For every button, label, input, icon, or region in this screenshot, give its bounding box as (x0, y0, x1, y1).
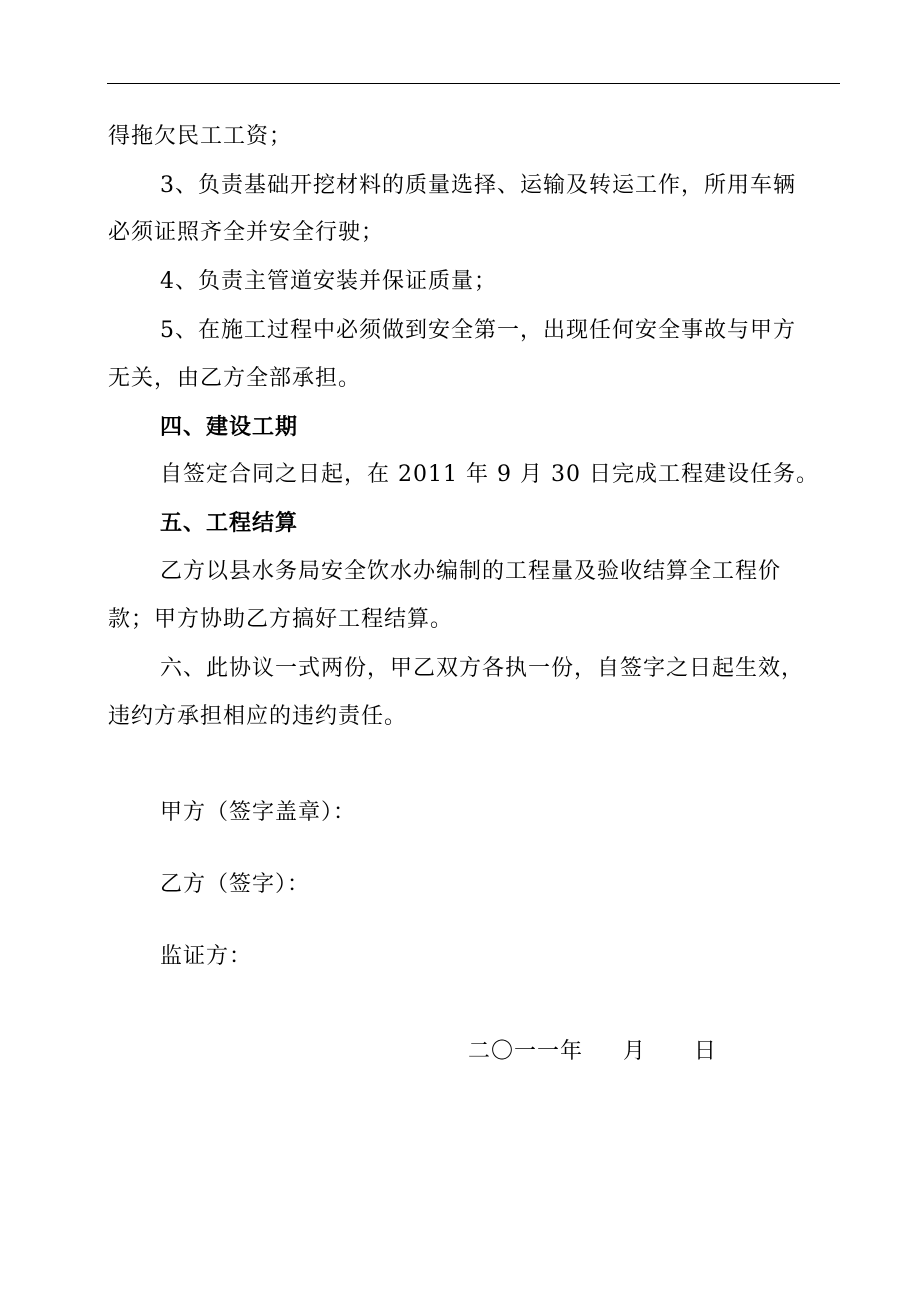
clause-6: 六、此协议一式两份，甲乙双方各执一份，自签字之日起生效， (160, 656, 805, 681)
section-heading-settlement: 五、工程结算 (160, 510, 299, 536)
clause-text: 得拖欠民工工资； (108, 124, 293, 149)
header-rule (107, 83, 840, 84)
clause-3: 3、负责基础开挖材料的质量选择、运输及转运工作，所用车辆 (160, 173, 796, 198)
schedule-text: 自签定合同之日起，在 2011 年 9 月 30 日完成工程建设任务。 (160, 462, 819, 487)
signature-party-a: 甲方（签字盖章）： (160, 800, 357, 825)
settlement-text-continued: 款；甲方协助乙方搞好工程结算。 (108, 607, 454, 632)
clause-5: 5、在施工过程中必须做到安全第一，出现任何安全事故与甲方 (160, 318, 796, 343)
signature-party-b: 乙方（签字）： (160, 872, 311, 897)
clause-4: 4、负责主管道安装并保证质量； (160, 269, 497, 294)
section-heading-schedule: 四、建设工期 (160, 414, 299, 440)
clause-5-continued: 无关，由乙方全部承担。 (108, 366, 362, 391)
signing-date: 二〇一一年 月 日 (468, 1039, 717, 1064)
clause-6-continued: 违约方承担相应的违约责任。 (108, 704, 408, 729)
clause-3-continued: 必须证照齐全并安全行驶； (108, 220, 385, 245)
signature-witness: 监证方： (160, 944, 253, 969)
settlement-text: 乙方以县水务局安全饮水办编制的工程量及验收结算全工程价 (160, 559, 782, 584)
